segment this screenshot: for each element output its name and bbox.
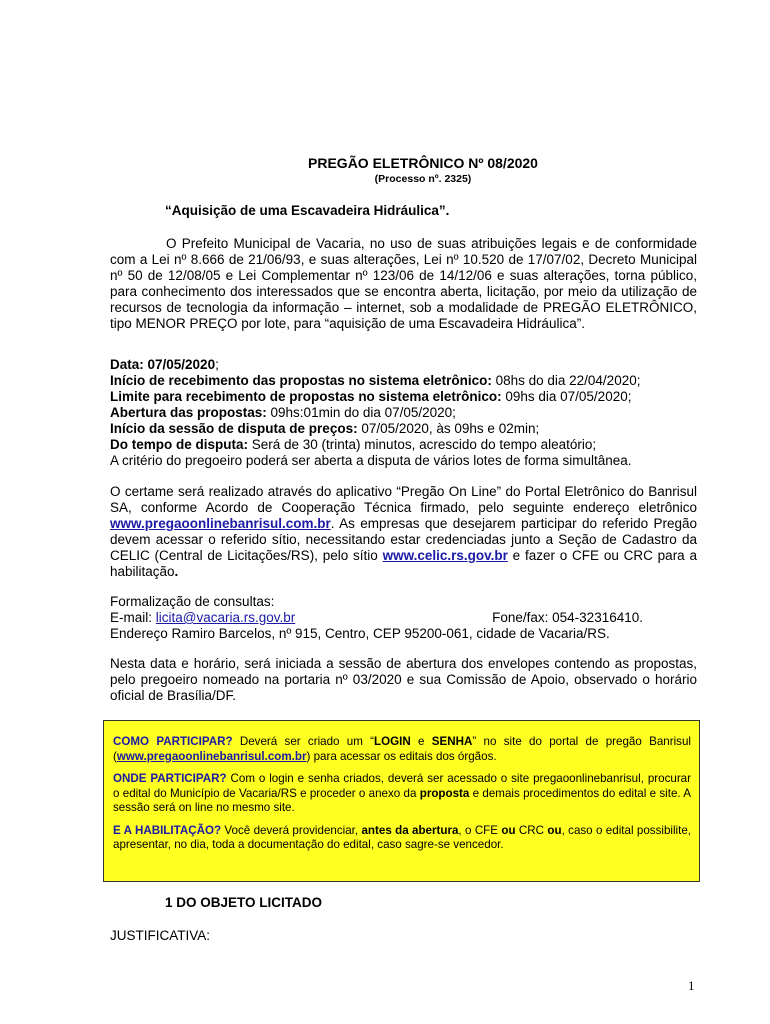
schedule-item: Início da sessão de disputa de preços: 07/05/2020, às 09hs e 02min; xyxy=(110,421,540,436)
consultas-block xyxy=(110,594,697,642)
object-summary: “Aquisição de uma Escavadeira Hidráulica”. xyxy=(165,203,450,218)
where-to-participate: ONDE PARTICIPAR? Com o login e senha criados, deverá ser acessado o site pregaoonlinebanrisul, procurar o edital do Município de Vacaria/RS e proceder o anexo da proposta e demais procedimentos do edital e site. A sessão será on line no mesmo site. xyxy=(113,772,692,814)
intro-paragraph xyxy=(110,236,697,332)
contact-row: E-mail: licita@vacaria.rs.gov.br Fone/fax: 054-32316410. xyxy=(110,610,643,625)
schedule-block: Data: 07/05/2020; Início de recebimento das propostas no sistema eletrônico: 08hs do dia 22/04/2020; Limite para recebimento de propostas no sistema eletrônico: 09hs dia 07/05/2020; Abertura das propostas: 09hs:01min do dia 07/05/2020; Início da sessão de disputa de preços: 07/05/2020, às 09hs e 02min; Do tempo de disputa: Será de 30 (trinta) minutos, acrescido do tempo aleatório; A critério do pregoeiro poderá ser aberta a disputa de vários lotes de forma simultânea. xyxy=(110,357,697,469)
sessao-paragraph xyxy=(110,656,697,704)
justificativa-label: JUSTIFICATIVA: xyxy=(110,928,211,943)
certame-paragraph: O certame será realizado através do aplicativo “Pregão On Line” do Portal Eletrônico do Banrisul SA, conforme Acordo de Cooperação Técnica firmado, pelo seguinte endereço eletrônico www.pregaoonlinebanrisul.com.br. As empresas que desejarem participar do referido Pregão devem acessar o referido sítio, necessitando estar credenciadas junto a Seção de Cadastro da CELIC (Central de Licitações/RS), pelo sítio www.celic.rs.gov.br e fazer o CFE ou CRC para a habilitação. xyxy=(110,484,697,579)
celic-link[interactable]: www.celic.rs.gov.br xyxy=(382,548,508,563)
process-number: (Processo nº. 2325) xyxy=(374,173,472,185)
intro-text: O Prefeito Municipal de Vacaria, no uso de suas atribuições legais e de conformidade com a Lei nº 8.666 de 21/06/93, e suas alterações, Lei nº 10.520 de 17/07/02, Decreto Municipal nº 50 de 12/08/05 e Lei Complementar nº 123/06 de 14/12/06 e suas alterações, torna público, para conhecimento dos interessados que se encontra aberta, licitação, por meio da utilização de recursos de tecnologia da informação – internet, sob a modalidade de PREGÃO ELETRÔNICO, tipo MENOR PREÇO por lote, para “aquisição de uma Escavadeira Hidráulica”. xyxy=(110,236,697,331)
schedule-item: Abertura das propostas: 09hs:01min do dia 07/05/2020; xyxy=(110,405,456,420)
banrisul-portal-link[interactable]: www.pregaoonlinebanrisul.com.br xyxy=(110,516,331,531)
how-to-participate: COMO PARTICIPAR? Deverá ser criado um “LOGIN e SENHA” no site do portal de pregão Banrisul (www.pregaoonlinebanrisul.com.br) para acessar os editais dos órgãos. xyxy=(113,735,691,763)
document-title: PREGÃO ELETRÔNICO Nº 08/2020 xyxy=(308,155,538,171)
criterion-text: A critério do pregoeiro poderá ser aberta a disputa de vários lotes de forma simultânea. xyxy=(110,453,632,468)
sessao-text: Nesta data e horário, será iniciada a sessão de abertura dos envelopes contendo as propostas, pelo pregoeiro nomeado na portaria nº 03/2020 e sua Comissão de Apoio, observado o horário oficial de Brasília/DF. xyxy=(110,656,697,703)
phone-number: Fone/fax: 054-32316410. xyxy=(492,610,643,625)
banrisul-box-link[interactable]: www.pregaoonlinebanrisul.com.br xyxy=(116,749,307,763)
email-link[interactable]: licita@vacaria.rs.gov.br xyxy=(155,610,296,625)
schedule-item: Início de recebimento das propostas no sistema eletrônico: 08hs do dia 22/04/2020; xyxy=(110,373,641,388)
qualification-info: E A HABILITAÇÃO? Você deverá providenciar, antes da abertura, o CFE ou CRC ou, caso o edital possibilite, apresentar, no dia, toda a documentação do edital, caso sagre-se vencedor. xyxy=(113,823,692,851)
session-date: Data: 07/05/2020 xyxy=(110,357,216,372)
schedule-item: Limite para recebimento de propostas no sistema eletrônico: 09hs dia 07/05/2020; xyxy=(110,389,632,404)
consultas-heading: Formalização de consultas: xyxy=(110,594,275,609)
section-heading: 1 DO OBJETO LICITADO xyxy=(165,895,323,910)
participation-info-box xyxy=(103,720,700,882)
schedule-item: Do tempo de disputa: Será de 30 (trinta) minutos, acrescido do tempo aleatório; xyxy=(110,437,597,452)
page-number: 1 xyxy=(688,978,695,993)
address-text: Endereço Ramiro Barcelos, nº 915, Centro, CEP 95200-061, cidade de Vacaria/RS. xyxy=(110,626,610,641)
